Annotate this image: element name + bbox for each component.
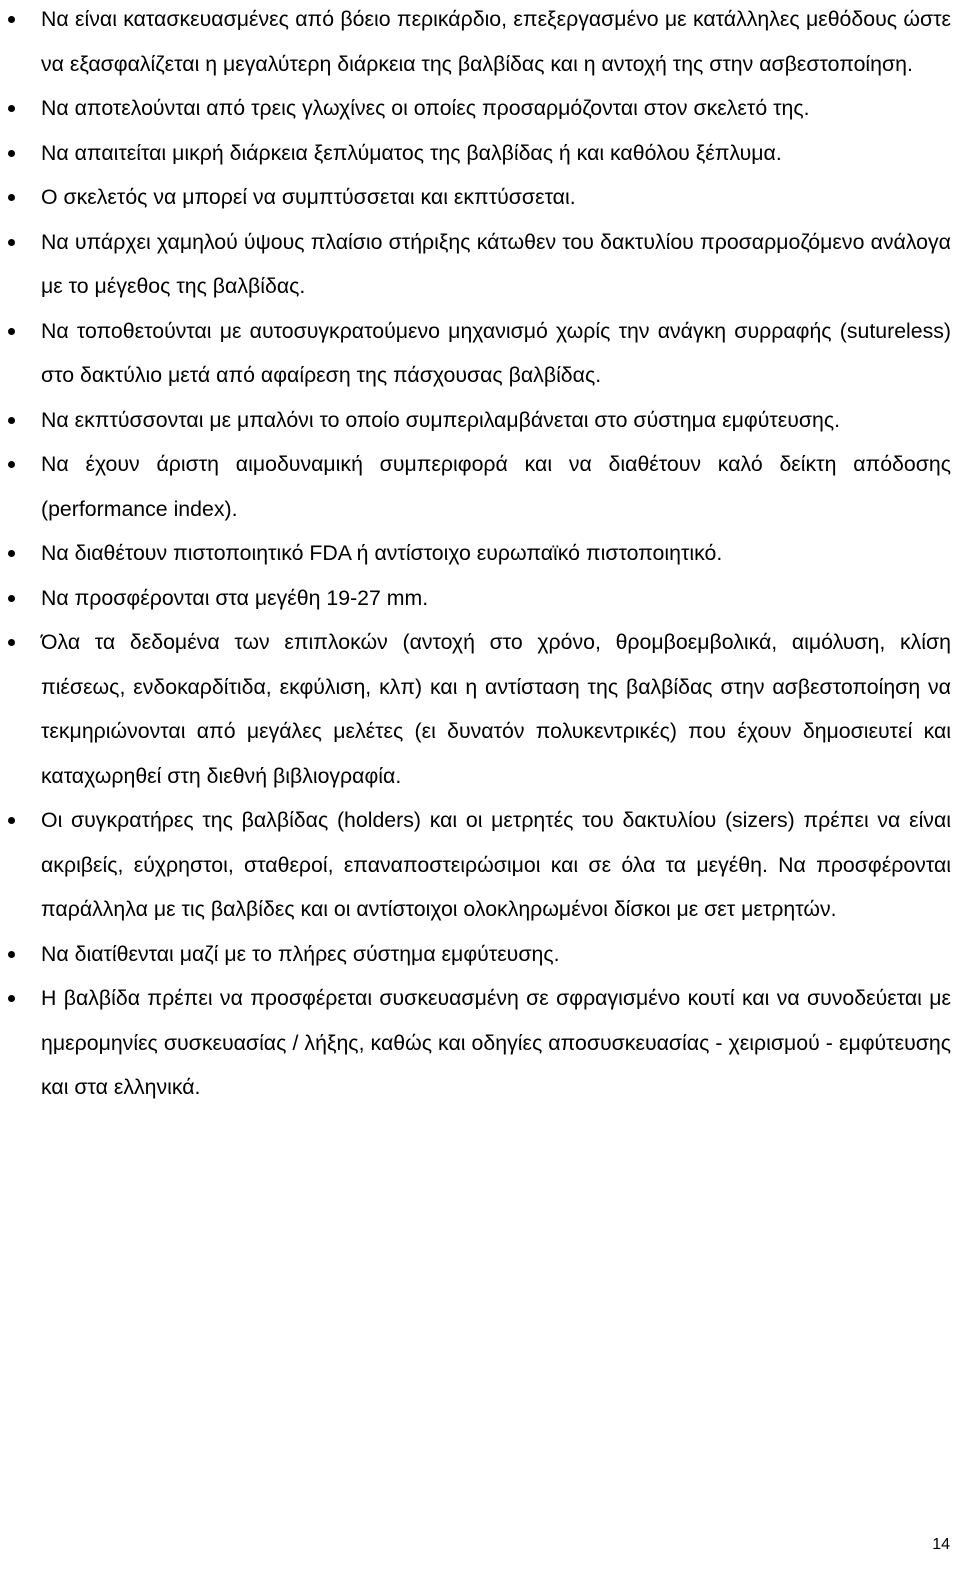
list-item	[41, 798, 951, 932]
list-item	[41, 131, 951, 176]
list-item-text: Ο σκελετός να μπορεί να συμπτύσσεται και εκπτύσσεται.	[41, 185, 576, 209]
list-item-text: Η βαλβίδα πρέπει να προσφέρεται συσκευασμένη σε σφραγισμένο κουτί και να συνοδεύεται με ημερομηνίες συσκευασίας / λήξης, καθώς και οδηγίες αποσυσκευασίας - χειρισμού - εμφύτευσης και στα ελληνικά.	[41, 986, 951, 1099]
bullet-icon	[8, 595, 15, 602]
list-item-text: Να διατίθενται μαζί με το πλήρες σύστημα εμφύτευσης.	[41, 941, 560, 966]
bullet-icon	[8, 16, 15, 23]
bullet-icon	[8, 461, 15, 468]
bullet-icon	[8, 105, 15, 112]
bullet-icon	[8, 550, 15, 557]
list-item-text: Όλα τα δεδομένα των επιπλοκών (αντοχή στο χρόνο, θρομβοεμβολικά, αιμόλυση, κλίση πιέσεως, ενδοκαρδίτιδα, εκφύλιση, κλπ) και η αντίσταση της βαλβίδας στην ασβεστοποίηση να τεκμηριώνονται από μεγάλες μελέτες (ει δυνατόν πολυκεντρικές) που έχουν δημοσιευτεί και καταχωρηθεί στη διεθνή βιβλιογραφία.	[41, 630, 951, 788]
bullet-icon	[8, 328, 15, 335]
list-item-text: Να αποτελούνται από τρεις γλωχίνες οι οποίες προσαρμόζονται στον σκελετό της.	[41, 96, 810, 120]
bullet-icon	[8, 995, 15, 1002]
list-item	[41, 398, 951, 443]
list-item-text: Να διαθέτουν πιστοποιητικό FDA ή αντίστοιχο ευρωπαϊκό πιστοποιητικό.	[41, 541, 723, 565]
list-item	[41, 932, 951, 977]
list-item-text: Να προσφέρονται στα μεγέθη 19-27 mm.	[41, 585, 429, 610]
list-item	[41, 86, 951, 131]
bullet-icon	[8, 194, 15, 201]
list-item	[41, 620, 951, 798]
bullet-icon	[8, 150, 15, 157]
list-item-text: Να εκπτύσσονται με μπαλόνι το οποίο συμπεριλαμβάνεται στο σύστημα εμφύτευσης.	[41, 407, 841, 432]
list-item	[41, 576, 951, 621]
list-item-text: Να υπάρχει χαμηλού ύψους πλαίσιο στήριξης κάτωθεν του δακτυλίου προσαρμοζόμενο ανάλογα με το μέγεθος της βαλβίδας.	[41, 229, 951, 298]
page-number: 14	[932, 1536, 950, 1553]
list-item	[41, 309, 951, 398]
list-item-text: Να απαιτείται μικρή διάρκεια ξεπλύματος της βαλβίδας ή και καθόλου ξέπλυμα.	[41, 140, 782, 165]
bullet-icon	[8, 417, 15, 424]
bullet-icon	[8, 951, 15, 958]
list-item	[41, 976, 951, 1110]
list-item	[41, 175, 951, 220]
list-item	[41, 442, 951, 531]
bullet-icon	[8, 239, 15, 246]
list-item-text: Να τοποθετούνται με αυτοσυγκρατούμενο μηχανισμό χωρίς την ανάγκη συρραφής (sutureless) στο δακτύλιο μετά από αφαίρεση της πάσχουσας βαλβίδας.	[41, 318, 951, 387]
requirements-list	[41, 0, 951, 1110]
list-item-text: Να έχουν άριστη αιμοδυναμική συμπεριφορά και να διαθέτουν καλό δείκτη απόδοσης (performance index).	[41, 452, 951, 521]
bullet-icon	[8, 639, 15, 646]
list-item	[41, 531, 951, 576]
list-item	[41, 220, 951, 309]
list-item-text: Οι συγκρατήρες της βαλβίδας (holders) και οι μετρητές του δακτυλίου (sizers) πρέπει να είναι ακριβείς, εύχρηστοι, σταθεροί, επαναποστειρώσιμοι και σε όλα τα μεγέθη. Να προσφέρονται παράλληλα με τις βαλβίδες και οι αντίστοιχοι ολοκληρωμένοι δίσκοι με σετ μετρητών.	[41, 808, 951, 921]
list-item-text: Να είναι κατασκευασμένες από βόειο περικάρδιο, επεξεργασμένο με κατάλληλες μεθόδους ώστε να εξασφαλίζεται η μεγαλύτερη διάρκεια της βαλβίδας και η αντοχή της στην ασβεστοποίηση.	[41, 7, 951, 76]
bullet-icon	[8, 817, 15, 824]
list-item	[41, 0, 951, 86]
